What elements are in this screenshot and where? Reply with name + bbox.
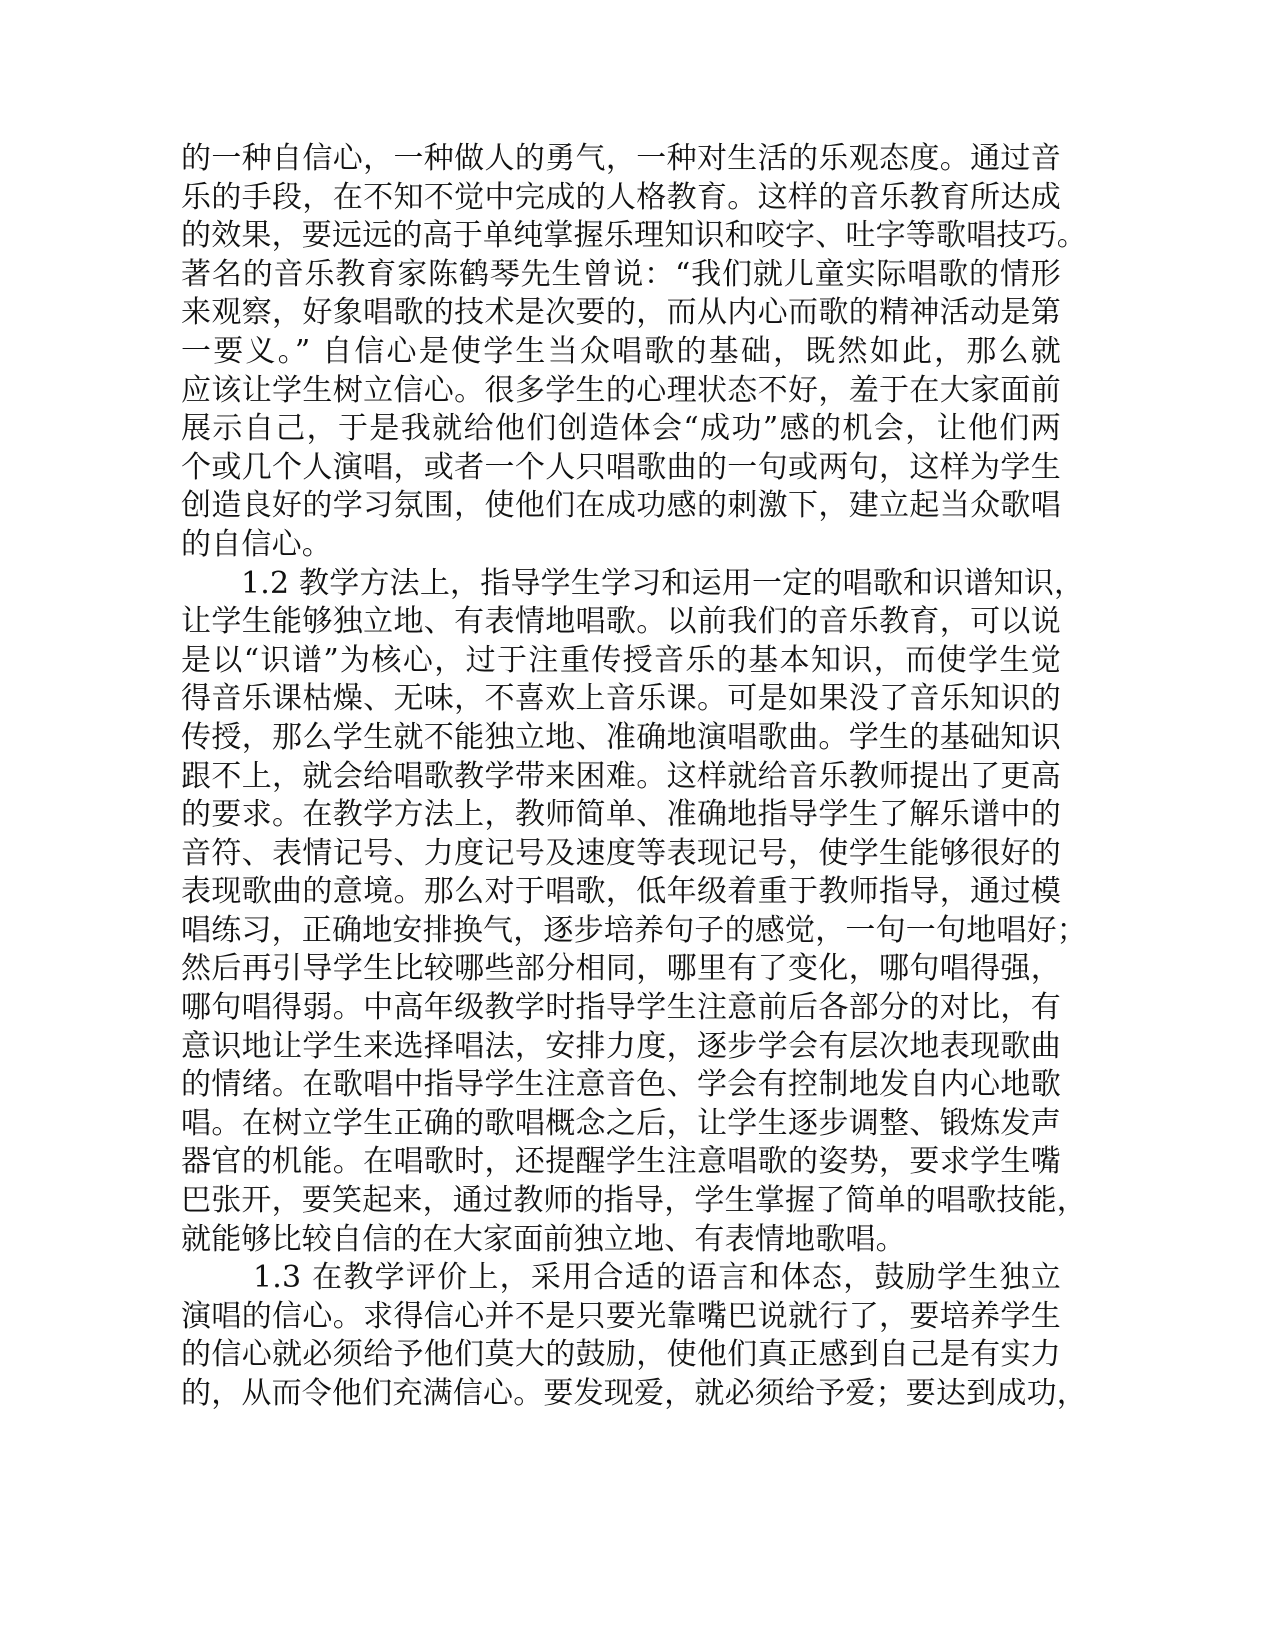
text-line: 的一种自信心，一种做人的勇气，一种对生活的乐观态度。通过音	[181, 141, 1061, 176]
text-line: 来观察，好象唱歌的技术是次要的，而从内心而歌的精神活动是第	[181, 295, 1061, 331]
text-line: 表现歌曲的意境。那么对于唱歌，低年级着重于教师指导，通过模	[181, 874, 1061, 910]
text-line: 乐的手段，在不知不觉中完成的人格教育。这样的音乐教育所达成	[181, 179, 1061, 215]
text-line: 巴张开，要笑起来，通过教师的指导，学生掌握了简单的唱歌技能，	[181, 1183, 1087, 1219]
text-line: 一要义。” 自信心是使学生当众唱歌的基础，既然如此，那么就	[181, 333, 1061, 369]
text-line: 演唱的信心。求得信心并不是只要光靠嘴巴说就行了，要培养学生	[181, 1298, 1061, 1334]
text-line: 意识地让学生来选择唱法，安排力度，逐步学会有层次地表现歌曲	[181, 1028, 1061, 1064]
text-line: 展示自己，于是我就给他们创造体会“成功”感的机会，让他们两	[181, 411, 1061, 447]
text-line: 器官的机能。在唱歌时，还提醒学生注意唱歌的姿势，要求学生嘴	[181, 1144, 1061, 1180]
text-line: 著名的音乐教育家陈鹤琴先生曾说：“我们就儿童实际唱歌的情形	[181, 256, 1061, 292]
text-line: 让学生能够独立地、有表情地唱歌。以前我们的音乐教育，可以说	[181, 604, 1061, 640]
text-line: 应该让学生树立信心。很多学生的心理状态不好，羞于在大家面前	[181, 372, 1061, 408]
body-text	[181, 140, 1087, 1414]
text-line: 哪句唱得弱。中高年级教学时指导学生注意前后各部分的对比，有	[181, 990, 1061, 1026]
text-line: 的要求。在教学方法上，教师简单、准确地指导学生了解乐谱中的	[181, 797, 1061, 833]
text-line: 是以“识谱”为核心，过于注重传授音乐的基本知识，而使学生觉	[181, 642, 1061, 678]
text-line: 就能够比较自信的在大家面前独立地、有表情地歌唱。	[181, 1221, 906, 1257]
section-heading-1-2: 1.2 教学方法上，指导学生学习和运用一定的唱歌和识谱知识，	[241, 565, 1085, 601]
text-line: 然后再引导学生比较哪些部分相同，哪里有了变化，哪句唱得强，	[181, 951, 1061, 987]
text-line: 的效果，要远远的高于单纯掌握乐理知识和咬字、吐字等歌唱技巧。	[181, 218, 1087, 254]
text-line: 的信心就必须给予他们莫大的鼓励，使他们真正感到自己是有实力	[181, 1337, 1061, 1373]
text-line: 得音乐课枯燥、无味，不喜欢上音乐课。可是如果没了音乐知识的	[181, 681, 1061, 717]
text-line: 音符、表情记号、力度记号及速度等表现记号，使学生能够很好的	[181, 835, 1061, 871]
text-line: 创造良好的学习氛围，使他们在成功感的刺激下，建立起当众歌唱	[181, 488, 1061, 524]
text-line: 个或几个人演唱，或者一个人只唱歌曲的一句或两句，这样为学生	[181, 449, 1061, 485]
text-line: 的情绪。在歌唱中指导学生注意音色、学会有控制地发自内心地歌	[181, 1067, 1061, 1103]
text-line: 唱练习，正确地安排换气，逐步培养句子的感觉，一句一句地唱好；	[181, 912, 1087, 948]
text-line: 传授，那么学生就不能独立地、准确地演唱歌曲。学生的基础知识	[181, 719, 1061, 755]
text-line: 的自信心。	[181, 526, 332, 562]
text-line: 跟不上，就会给唱歌教学带来困难。这样就给音乐教师提出了更高	[181, 758, 1061, 794]
text-line: 唱。在树立学生正确的歌唱概念之后，让学生逐步调整、锻炼发声	[181, 1105, 1061, 1141]
text-line: 的，从而令他们充满信心。要发现爱，就必须给予爱；要达到成功，	[181, 1376, 1087, 1411]
section-heading-1-3: 1.3 在教学评价上，采用合适的语言和体态，鼓励学生独立	[253, 1260, 1061, 1296]
